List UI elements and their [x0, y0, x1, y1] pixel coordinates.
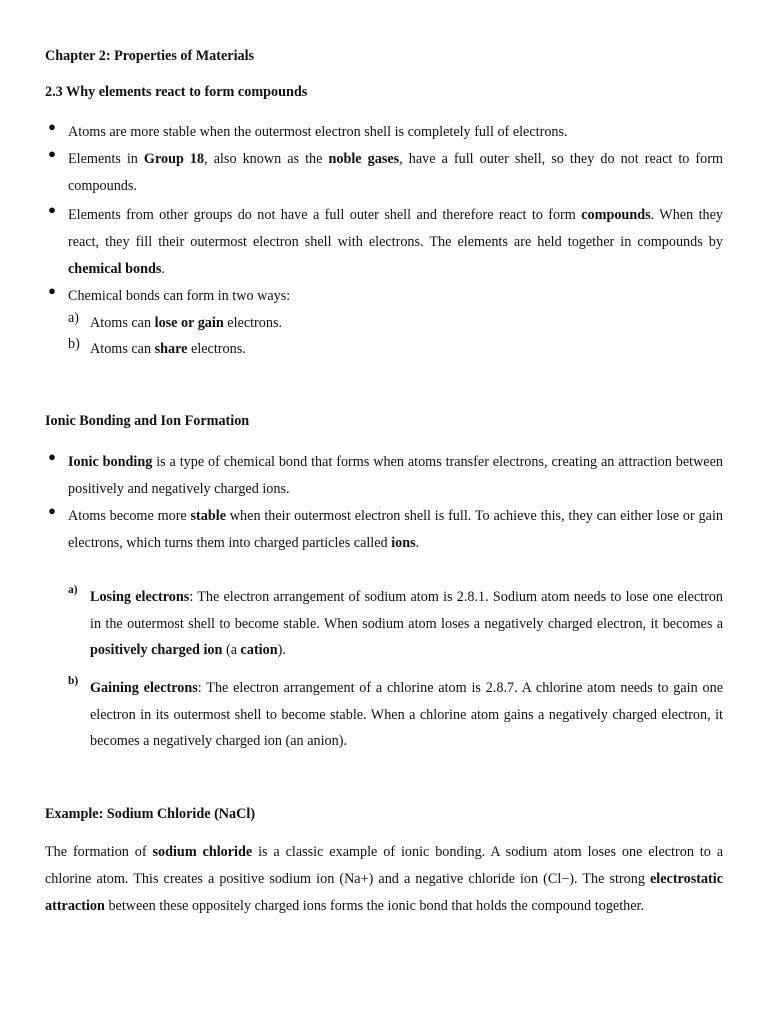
- text-segment: : The electron arrangement of sodium atom is 2.8.1. Sodium atom needs to lose one electron in the outermost shell to become stable. When sodium atom loses a negatively charged electron, it becomes a: [90, 589, 727, 632]
- bold-term: Gaining electrons: [90, 680, 198, 696]
- bold-term: Losing electrons: [90, 589, 190, 605]
- bold-term: positively charged ion: [90, 642, 223, 658]
- section-title: 2.3 Why elements react to form compounds: [45, 84, 308, 100]
- bond-way-text: [90, 336, 723, 363]
- example-paragraph: [45, 839, 727, 919]
- chapter-title: Chapter 2: Properties of Materials: [45, 48, 255, 64]
- bullet-item: [45, 283, 723, 310]
- electron-item-text: [90, 675, 727, 755]
- bold-term: compounds: [581, 207, 651, 223]
- electron-item: [68, 675, 727, 755]
- text-segment: Atoms can: [90, 315, 155, 331]
- list-marker: a): [68, 584, 78, 596]
- list-marker: b): [68, 675, 79, 687]
- text-segment: The formation of: [45, 844, 153, 860]
- text-segment: is a type of chemical bond that forms when atoms transfer electrons, creating an attraction between positively and negatively charged ions.: [68, 454, 727, 497]
- bold-term: ions: [391, 534, 416, 551]
- text-segment: (a: [222, 642, 241, 658]
- bold-term: electrostatic attraction: [45, 870, 727, 914]
- text-segment: Atoms become more: [68, 508, 191, 524]
- text-segment: : The electron arrangement of a chlorine atom is 2.8.7. A chlorine atom needs to gain one electron in its outermost shell to become stable. When a chlorine atom gains a negatively charged electron, it becomes a negatively charged ion (an anion).: [90, 680, 727, 749]
- list-marker: b): [68, 336, 80, 352]
- text-segment: Atoms are more stable when the outermost electron shell is completely full of electrons.: [68, 124, 568, 140]
- bold-term: stable: [190, 508, 226, 524]
- text-segment: Elements in: [68, 151, 144, 167]
- bullet-item: [45, 202, 727, 282]
- bullet-icon: ●: [48, 503, 56, 518]
- bold-term: lose or gain: [154, 315, 224, 331]
- bullet-icon: ●: [48, 283, 56, 298]
- text-segment: ).: [277, 642, 286, 658]
- bullet-item: [45, 146, 727, 200]
- bullet-icon: ●: [48, 202, 56, 217]
- bold-term: cation: [240, 642, 278, 658]
- example-heading: Example: Sodium Chloride (NaCl): [45, 806, 256, 822]
- bullet-text: [68, 119, 723, 146]
- text-segment: Elements from other groups do not have a full outer shell and therefore react to form: [68, 207, 582, 223]
- bullet-text: [68, 202, 727, 282]
- bond-way-text: [90, 310, 723, 337]
- bullet-text: [68, 503, 727, 557]
- bullet-item: [45, 503, 727, 557]
- bond-way-item: [68, 310, 723, 337]
- text-segment: . When they react, they fill their outermost electron shell with electrons. The elements are held together in compounds by: [68, 207, 727, 250]
- bullet-icon: ●: [48, 119, 56, 134]
- electron-item-text: [90, 584, 727, 664]
- bold-term: share: [154, 341, 188, 357]
- text-segment: between these oppositely charged ions forms the ionic bond that holds the compound together.: [104, 897, 645, 914]
- bond-way-item: [68, 336, 723, 363]
- bold-term: sodium chloride: [152, 844, 253, 860]
- bullet-icon: ●: [48, 146, 56, 161]
- bullet-icon: ●: [48, 449, 56, 464]
- text-segment: when their outermost electron shell is full. To achieve this, they can either lose or gain electrons, which turns them into charged particles called: [68, 508, 727, 551]
- bold-term: chemical bonds: [68, 260, 162, 277]
- text-segment: , have a full outer shell, so they do not react to form compounds.: [68, 151, 727, 194]
- bullet-text: [68, 283, 723, 310]
- text-segment: .: [415, 534, 420, 551]
- text-segment: is a classic example of ionic bonding. A sodium atom loses one electron to a chlorine atom. This creates a positive sodium ion (Na+) and a negative chloride ion (Cl−). The strong: [45, 844, 727, 887]
- bullet-text: [68, 449, 727, 503]
- text-segment: Chemical bonds can form in two ways:: [68, 288, 291, 304]
- list-marker: a): [68, 310, 80, 326]
- text-segment: electrons.: [223, 315, 283, 331]
- electron-item: [68, 584, 727, 664]
- text-segment: .: [161, 260, 165, 277]
- bold-term: Ionic bonding: [68, 454, 153, 470]
- ionic-heading: Ionic Bonding and Ion Formation: [45, 413, 250, 429]
- text-segment: , also known as the: [204, 151, 329, 167]
- bold-term: noble gases: [328, 151, 400, 167]
- text-segment: electrons.: [187, 341, 246, 357]
- text-segment: Atoms can: [90, 341, 155, 357]
- bold-term: Group 18: [143, 151, 205, 167]
- bullet-item: [45, 119, 723, 146]
- bullet-text: [68, 146, 727, 200]
- bullet-item: [45, 449, 727, 503]
